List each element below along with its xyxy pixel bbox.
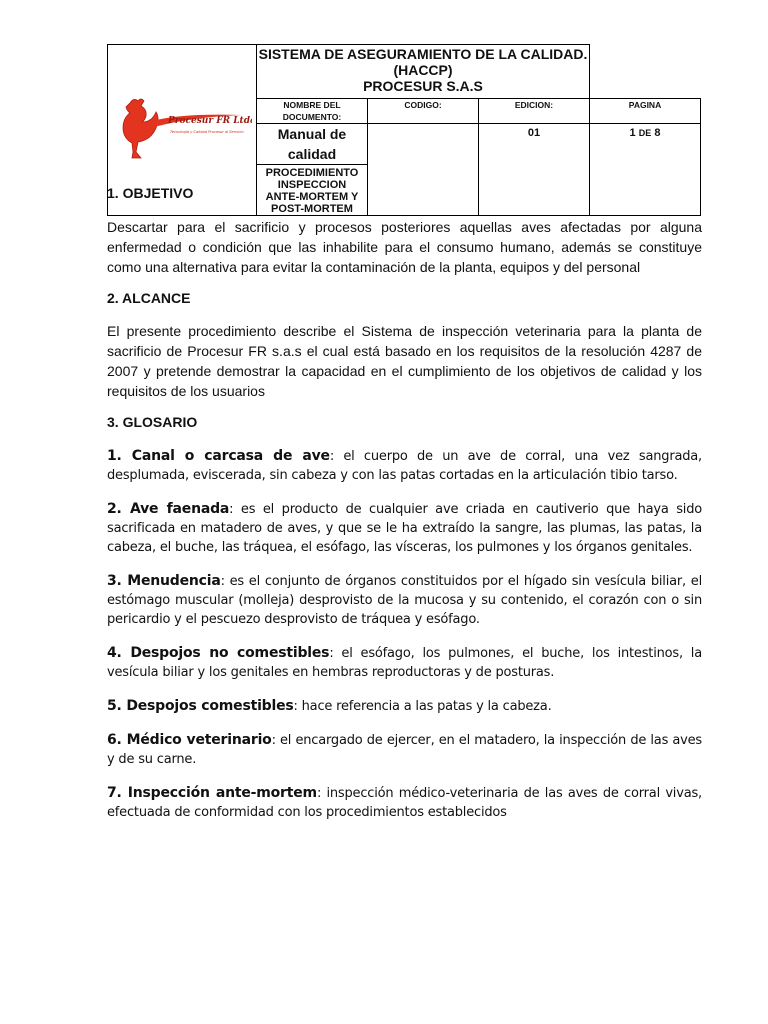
doc-name-value: Manual de calidad bbox=[257, 124, 368, 165]
rooster-icon bbox=[123, 99, 158, 158]
glossary-item-2 bbox=[107, 500, 702, 557]
glossary-term-1: 1. Canal o carcasa de ave bbox=[107, 448, 330, 464]
page-label: PAGINA bbox=[590, 99, 701, 124]
procedure-line-2: ANTE-MORTEM Y POST-MORTEM bbox=[265, 191, 359, 215]
title-line-3: PROCESUR S.A.S bbox=[363, 78, 483, 94]
page-total: 8 bbox=[654, 127, 661, 139]
alcance-heading: 2. ALCANCE bbox=[107, 290, 191, 306]
glossary-term-6: 6. Médico veterinario bbox=[107, 732, 272, 748]
glossary-item-5 bbox=[107, 697, 702, 716]
glossary-def-5: : hace referencia a las patas y la cabeza. bbox=[293, 699, 552, 714]
objetivo-text: Descartar para el sacrificio y procesos posteriores aquellas aves afectadas por alguna enfermedad o condición que las inhabilite para el consumo humano, además se constituye como una alternativa para evitar la contaminación de la planta, equipos y del personal bbox=[107, 219, 702, 275]
document-body bbox=[107, 183, 702, 822]
glossary-term-5: 5. Despojos comestibles bbox=[107, 698, 294, 714]
title-line-1: SISTEMA DE ASEGURAMIENTO DE LA CALIDAD. bbox=[258, 46, 588, 62]
glossary-term-3: 3. Menudencia bbox=[107, 573, 221, 589]
glossary-term-4: 4. Despojos no comestibles bbox=[107, 645, 330, 661]
objetivo-heading: 1. OBJETIVO bbox=[107, 185, 194, 201]
glossary-item-3 bbox=[107, 572, 702, 629]
edition-value: 01 bbox=[479, 124, 590, 216]
title-line-2: (HACCP) bbox=[393, 62, 453, 78]
glossary-def-6: : el encargado de ejercer, en el matadero, la inspección de las aves y de su carne. bbox=[107, 733, 702, 767]
glossary-item-1 bbox=[107, 447, 702, 485]
glossary-def-1: : el cuerpo de un ave de corral, una vez sangrada, desplumada, eviscerada, sin cabeza y con las patas cortadas en la articulación tibio tarso. bbox=[107, 449, 702, 483]
alcance-text: El presente procedimiento describe el Sistema de inspección veterinaria para la planta de sacrificio de Procesur FR s.a.s el cual está basado en los requisitos de la resolución 4287 de 2007 y pretende demostrar la capacidad en el cumplimiento de los objetivos de calidad y los requisitos de los usuarios bbox=[107, 323, 702, 399]
glossary-item-7 bbox=[107, 784, 702, 822]
procesur-logo bbox=[112, 93, 252, 163]
glossary-term-7: 7. Inspección ante-mortem bbox=[107, 785, 317, 801]
glossary-def-3: : es el conjunto de órganos constituidos por el hígado sin vesícula biliar, el estómago muscular (molleja) desprovisto de la mucosa y su contenido, el corazón con o sin pericardio y el pescuezo desprovisto de tráquea y esófago. bbox=[107, 574, 702, 627]
glossary-def-7: : inspección médico-veterinaria de las aves de corral vivas, efectuada de conformidad con los procedimientos establecidos bbox=[107, 786, 702, 820]
page-de: DE bbox=[638, 128, 652, 138]
code-label: CODIGO: bbox=[368, 99, 479, 124]
glossary-item-4 bbox=[107, 644, 702, 682]
doc-name-label: NOMBRE DEL DOCUMENTO: bbox=[257, 99, 368, 124]
glossary-def-2: : es el producto de cualquier ave criada en cautiverio que haya sido sacrificada en matadero de aves, y que se le ha extraído la sangre, las plumas, las patas, la cabeza, el buche, las tráquea, el esófago, las vísceras, los pulmones y los órganos genitales. bbox=[107, 502, 703, 555]
system-title bbox=[257, 45, 590, 99]
glossary-term-2: 2. Ave faenada bbox=[107, 501, 230, 517]
glossary-def-4: : el esófago, los pulmones, el buche, los intestinos, la vesícula biliar y los genitales en hembras reproductoras y de posturas. bbox=[107, 646, 702, 680]
glossary-item-6 bbox=[107, 731, 702, 769]
page-number: 1 bbox=[629, 127, 636, 139]
glosario-heading: 3. GLOSARIO bbox=[107, 414, 198, 430]
edition-label: EDICION: bbox=[479, 99, 590, 124]
logo-tagline: Tecnología y Calidad Procesur al Servicio bbox=[170, 129, 244, 134]
logo-text: Procesur FR Ltda bbox=[168, 115, 252, 126]
procedure-line-1: PROCEDIMIENTO INSPECCION bbox=[265, 167, 359, 191]
